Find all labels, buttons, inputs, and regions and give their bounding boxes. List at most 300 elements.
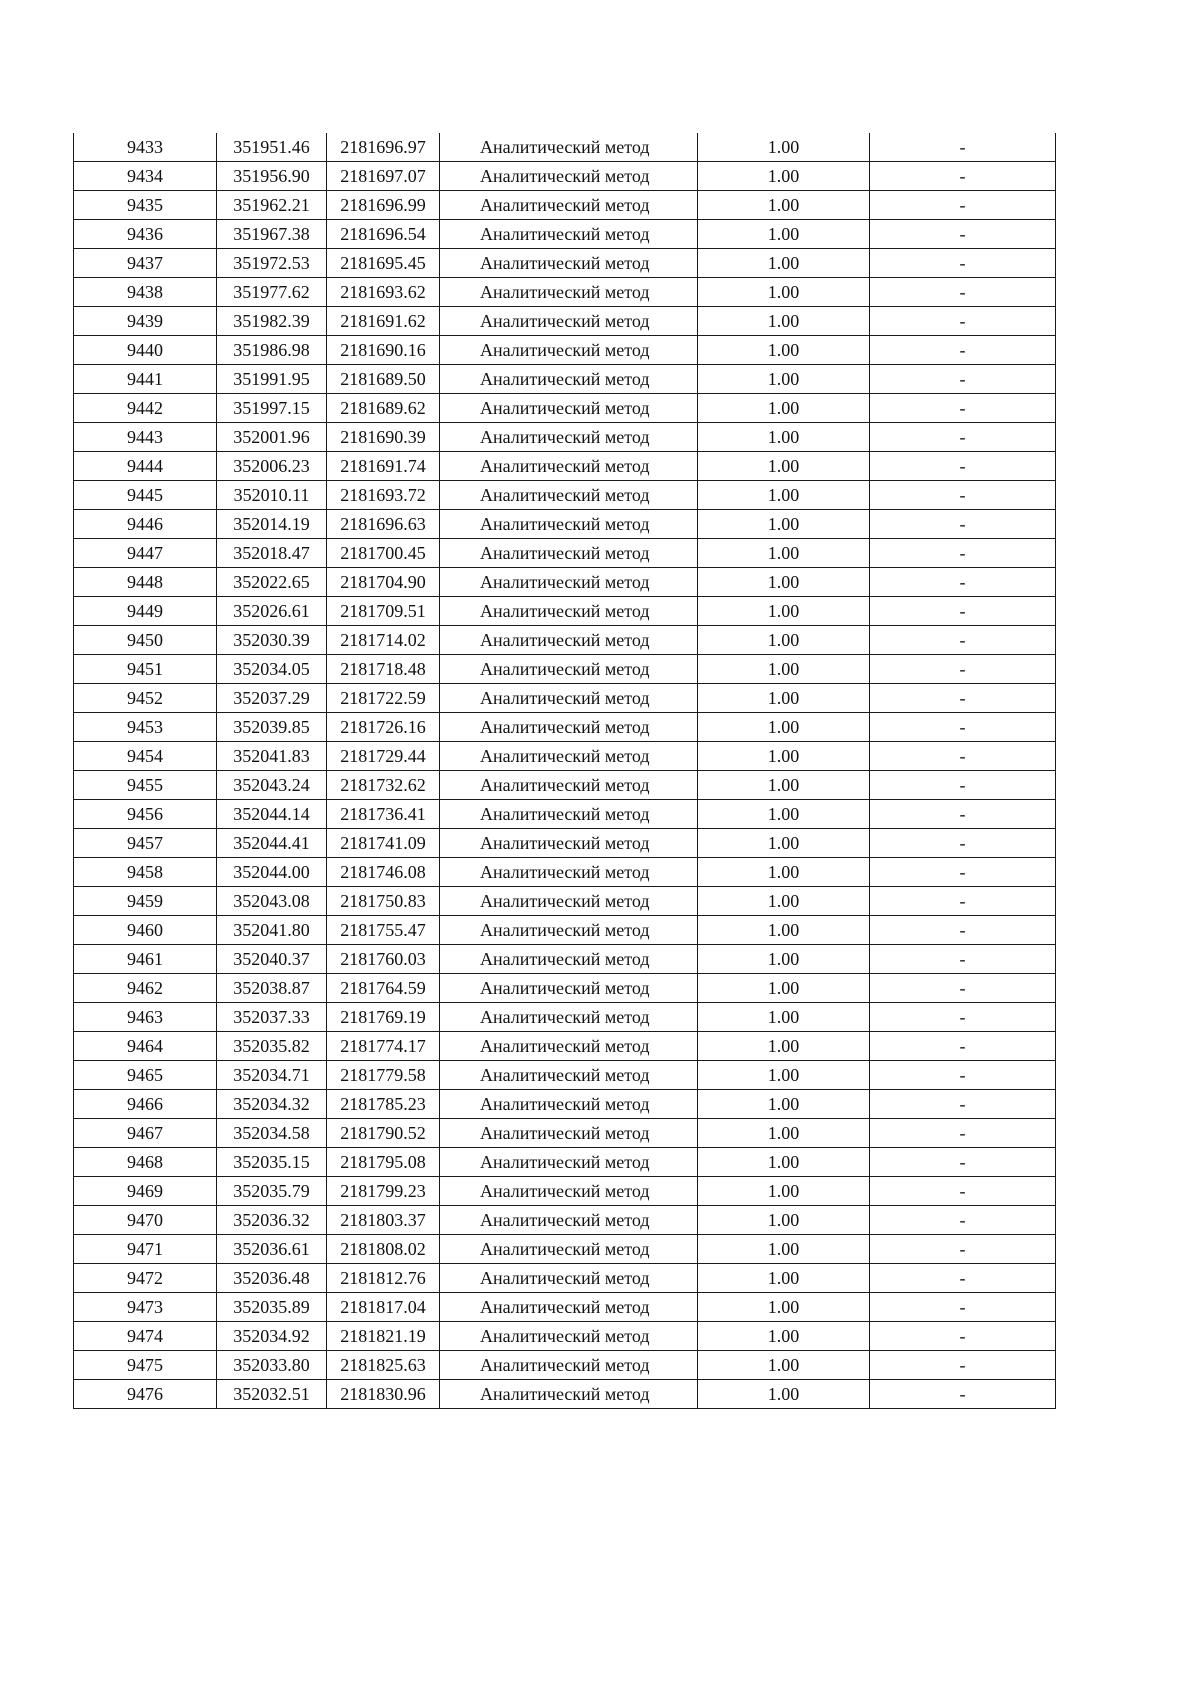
- accuracy-cell: 1.00: [698, 655, 870, 684]
- y-coordinate-cell: 2181726.16: [327, 713, 440, 742]
- accuracy-cell: 1.00: [698, 974, 870, 1003]
- note-cell: -: [870, 394, 1056, 423]
- table-row: [74, 1119, 1056, 1148]
- accuracy-cell: 1.00: [698, 1235, 870, 1264]
- y-coordinate-cell: 2181691.74: [327, 452, 440, 481]
- method-cell: Аналитический метод: [440, 1235, 698, 1264]
- table-row: [74, 191, 1056, 220]
- point-number-cell: 9464: [74, 1032, 217, 1061]
- point-number-cell: 9456: [74, 800, 217, 829]
- y-coordinate-cell: 2181704.90: [327, 568, 440, 597]
- table-row: [74, 626, 1056, 655]
- method-cell: Аналитический метод: [440, 1032, 698, 1061]
- note-cell: -: [870, 191, 1056, 220]
- point-number-cell: 9453: [74, 713, 217, 742]
- table-row: [74, 133, 1056, 162]
- note-cell: -: [870, 655, 1056, 684]
- method-cell: Аналитический метод: [440, 1380, 698, 1409]
- point-number-cell: 9475: [74, 1351, 217, 1380]
- table-row: [74, 1380, 1056, 1409]
- method-cell: Аналитический метод: [440, 655, 698, 684]
- x-coordinate-cell: 352044.41: [217, 829, 327, 858]
- method-cell: Аналитический метод: [440, 771, 698, 800]
- y-coordinate-cell: 2181689.50: [327, 365, 440, 394]
- table-row: [74, 336, 1056, 365]
- method-cell: Аналитический метод: [440, 307, 698, 336]
- accuracy-cell: 1.00: [698, 452, 870, 481]
- x-coordinate-cell: 352038.87: [217, 974, 327, 1003]
- point-number-cell: 9433: [74, 133, 217, 162]
- method-cell: Аналитический метод: [440, 336, 698, 365]
- y-coordinate-cell: 2181808.02: [327, 1235, 440, 1264]
- note-cell: -: [870, 1380, 1056, 1409]
- point-number-cell: 9470: [74, 1206, 217, 1235]
- x-coordinate-cell: 352041.80: [217, 916, 327, 945]
- x-coordinate-cell: 352018.47: [217, 539, 327, 568]
- y-coordinate-cell: 2181741.09: [327, 829, 440, 858]
- accuracy-cell: 1.00: [698, 307, 870, 336]
- y-coordinate-cell: 2181750.83: [327, 887, 440, 916]
- x-coordinate-cell: 351967.38: [217, 220, 327, 249]
- x-coordinate-cell: 351972.53: [217, 249, 327, 278]
- x-coordinate-cell: 352037.33: [217, 1003, 327, 1032]
- method-cell: Аналитический метод: [440, 1003, 698, 1032]
- y-coordinate-cell: 2181696.99: [327, 191, 440, 220]
- method-cell: Аналитический метод: [440, 423, 698, 452]
- note-cell: -: [870, 568, 1056, 597]
- point-number-cell: 9439: [74, 307, 217, 336]
- accuracy-cell: 1.00: [698, 1322, 870, 1351]
- y-coordinate-cell: 2181697.07: [327, 162, 440, 191]
- method-cell: Аналитический метод: [440, 597, 698, 626]
- note-cell: -: [870, 1003, 1056, 1032]
- note-cell: -: [870, 336, 1056, 365]
- method-cell: Аналитический метод: [440, 1177, 698, 1206]
- accuracy-cell: 1.00: [698, 220, 870, 249]
- point-number-cell: 9438: [74, 278, 217, 307]
- accuracy-cell: 1.00: [698, 191, 870, 220]
- method-cell: Аналитический метод: [440, 220, 698, 249]
- method-cell: Аналитический метод: [440, 249, 698, 278]
- accuracy-cell: 1.00: [698, 365, 870, 394]
- point-number-cell: 9450: [74, 626, 217, 655]
- table-row: [74, 800, 1056, 829]
- point-number-cell: 9443: [74, 423, 217, 452]
- table-row: [74, 1235, 1056, 1264]
- accuracy-cell: 1.00: [698, 1380, 870, 1409]
- accuracy-cell: 1.00: [698, 945, 870, 974]
- x-coordinate-cell: 351997.15: [217, 394, 327, 423]
- point-number-cell: 9471: [74, 1235, 217, 1264]
- method-cell: Аналитический метод: [440, 481, 698, 510]
- note-cell: -: [870, 1293, 1056, 1322]
- table-row: [74, 945, 1056, 974]
- x-coordinate-cell: 351982.39: [217, 307, 327, 336]
- accuracy-cell: 1.00: [698, 1351, 870, 1380]
- table-row: [74, 1090, 1056, 1119]
- x-coordinate-cell: 352033.80: [217, 1351, 327, 1380]
- y-coordinate-cell: 2181795.08: [327, 1148, 440, 1177]
- table-row: [74, 684, 1056, 713]
- y-coordinate-cell: 2181695.45: [327, 249, 440, 278]
- accuracy-cell: 1.00: [698, 1264, 870, 1293]
- table-row: [74, 1148, 1056, 1177]
- point-number-cell: 9462: [74, 974, 217, 1003]
- method-cell: Аналитический метод: [440, 1351, 698, 1380]
- y-coordinate-cell: 2181729.44: [327, 742, 440, 771]
- table-row: [74, 1206, 1056, 1235]
- point-number-cell: 9455: [74, 771, 217, 800]
- note-cell: -: [870, 1177, 1056, 1206]
- note-cell: -: [870, 858, 1056, 887]
- point-number-cell: 9447: [74, 539, 217, 568]
- x-coordinate-cell: 351956.90: [217, 162, 327, 191]
- point-number-cell: 9472: [74, 1264, 217, 1293]
- point-number-cell: 9469: [74, 1177, 217, 1206]
- y-coordinate-cell: 2181764.59: [327, 974, 440, 1003]
- y-coordinate-cell: 2181755.47: [327, 916, 440, 945]
- method-cell: Аналитический метод: [440, 452, 698, 481]
- point-number-cell: 9460: [74, 916, 217, 945]
- table-row: [74, 452, 1056, 481]
- x-coordinate-cell: 352034.92: [217, 1322, 327, 1351]
- method-cell: Аналитический метод: [440, 713, 698, 742]
- x-coordinate-cell: 352034.32: [217, 1090, 327, 1119]
- x-coordinate-cell: 352010.11: [217, 481, 327, 510]
- table-row: [74, 1177, 1056, 1206]
- x-coordinate-cell: 352041.83: [217, 742, 327, 771]
- point-number-cell: 9452: [74, 684, 217, 713]
- point-number-cell: 9465: [74, 1061, 217, 1090]
- x-coordinate-cell: 352044.00: [217, 858, 327, 887]
- note-cell: -: [870, 626, 1056, 655]
- note-cell: -: [870, 829, 1056, 858]
- y-coordinate-cell: 2181696.54: [327, 220, 440, 249]
- method-cell: Аналитический метод: [440, 1148, 698, 1177]
- accuracy-cell: 1.00: [698, 568, 870, 597]
- note-cell: -: [870, 1148, 1056, 1177]
- table-row: [74, 481, 1056, 510]
- accuracy-cell: 1.00: [698, 278, 870, 307]
- table-row: [74, 1293, 1056, 1322]
- x-coordinate-cell: 352030.39: [217, 626, 327, 655]
- x-coordinate-cell: 352036.32: [217, 1206, 327, 1235]
- accuracy-cell: 1.00: [698, 597, 870, 626]
- point-number-cell: 9454: [74, 742, 217, 771]
- y-coordinate-cell: 2181785.23: [327, 1090, 440, 1119]
- y-coordinate-cell: 2181736.41: [327, 800, 440, 829]
- x-coordinate-cell: 352026.61: [217, 597, 327, 626]
- note-cell: -: [870, 1351, 1056, 1380]
- note-cell: -: [870, 452, 1056, 481]
- y-coordinate-cell: 2181774.17: [327, 1032, 440, 1061]
- x-coordinate-cell: 352022.65: [217, 568, 327, 597]
- table-row: [74, 539, 1056, 568]
- x-coordinate-cell: 352044.14: [217, 800, 327, 829]
- point-number-cell: 9468: [74, 1148, 217, 1177]
- x-coordinate-cell: 352034.05: [217, 655, 327, 684]
- method-cell: Аналитический метод: [440, 626, 698, 655]
- table-row: [74, 858, 1056, 887]
- method-cell: Аналитический метод: [440, 162, 698, 191]
- note-cell: -: [870, 307, 1056, 336]
- point-number-cell: 9467: [74, 1119, 217, 1148]
- point-number-cell: 9466: [74, 1090, 217, 1119]
- note-cell: -: [870, 220, 1056, 249]
- note-cell: -: [870, 684, 1056, 713]
- table-row: [74, 510, 1056, 539]
- x-coordinate-cell: 351986.98: [217, 336, 327, 365]
- table-row: [74, 423, 1056, 452]
- method-cell: Аналитический метод: [440, 800, 698, 829]
- note-cell: -: [870, 423, 1056, 452]
- point-number-cell: 9458: [74, 858, 217, 887]
- accuracy-cell: 1.00: [698, 829, 870, 858]
- note-cell: -: [870, 481, 1056, 510]
- note-cell: -: [870, 597, 1056, 626]
- note-cell: -: [870, 742, 1056, 771]
- method-cell: Аналитический метод: [440, 394, 698, 423]
- y-coordinate-cell: 2181696.63: [327, 510, 440, 539]
- note-cell: -: [870, 278, 1056, 307]
- method-cell: Аналитический метод: [440, 858, 698, 887]
- point-number-cell: 9440: [74, 336, 217, 365]
- note-cell: -: [870, 1206, 1056, 1235]
- method-cell: Аналитический метод: [440, 568, 698, 597]
- table-row: [74, 1322, 1056, 1351]
- x-coordinate-cell: 352034.71: [217, 1061, 327, 1090]
- point-number-cell: 9445: [74, 481, 217, 510]
- note-cell: -: [870, 1090, 1056, 1119]
- accuracy-cell: 1.00: [698, 1177, 870, 1206]
- accuracy-cell: 1.00: [698, 771, 870, 800]
- y-coordinate-cell: 2181696.97: [327, 133, 440, 162]
- y-coordinate-cell: 2181769.19: [327, 1003, 440, 1032]
- table-row: [74, 771, 1056, 800]
- note-cell: -: [870, 974, 1056, 1003]
- y-coordinate-cell: 2181689.62: [327, 394, 440, 423]
- method-cell: Аналитический метод: [440, 510, 698, 539]
- y-coordinate-cell: 2181709.51: [327, 597, 440, 626]
- accuracy-cell: 1.00: [698, 1148, 870, 1177]
- point-number-cell: 9459: [74, 887, 217, 916]
- note-cell: -: [870, 916, 1056, 945]
- x-coordinate-cell: 352032.51: [217, 1380, 327, 1409]
- note-cell: -: [870, 1061, 1056, 1090]
- table-row: [74, 1032, 1056, 1061]
- y-coordinate-cell: 2181691.62: [327, 307, 440, 336]
- accuracy-cell: 1.00: [698, 1003, 870, 1032]
- accuracy-cell: 1.00: [698, 1119, 870, 1148]
- accuracy-cell: 1.00: [698, 916, 870, 945]
- y-coordinate-cell: 2181830.96: [327, 1380, 440, 1409]
- accuracy-cell: 1.00: [698, 800, 870, 829]
- x-coordinate-cell: 352034.58: [217, 1119, 327, 1148]
- point-number-cell: 9435: [74, 191, 217, 220]
- point-number-cell: 9457: [74, 829, 217, 858]
- accuracy-cell: 1.00: [698, 539, 870, 568]
- method-cell: Аналитический метод: [440, 742, 698, 771]
- method-cell: Аналитический метод: [440, 684, 698, 713]
- y-coordinate-cell: 2181799.23: [327, 1177, 440, 1206]
- note-cell: -: [870, 510, 1056, 539]
- note-cell: -: [870, 133, 1056, 162]
- y-coordinate-cell: 2181812.76: [327, 1264, 440, 1293]
- method-cell: Аналитический метод: [440, 133, 698, 162]
- y-coordinate-cell: 2181690.39: [327, 423, 440, 452]
- note-cell: -: [870, 713, 1056, 742]
- table-row: [74, 829, 1056, 858]
- note-cell: -: [870, 800, 1056, 829]
- note-cell: -: [870, 945, 1056, 974]
- point-number-cell: 9448: [74, 568, 217, 597]
- x-coordinate-cell: 352043.08: [217, 887, 327, 916]
- note-cell: -: [870, 771, 1056, 800]
- note-cell: -: [870, 539, 1056, 568]
- method-cell: Аналитический метод: [440, 887, 698, 916]
- point-number-cell: 9446: [74, 510, 217, 539]
- y-coordinate-cell: 2181693.72: [327, 481, 440, 510]
- accuracy-cell: 1.00: [698, 133, 870, 162]
- table-row: [74, 568, 1056, 597]
- point-number-cell: 9442: [74, 394, 217, 423]
- table-row: [74, 655, 1056, 684]
- x-coordinate-cell: 352036.61: [217, 1235, 327, 1264]
- method-cell: Аналитический метод: [440, 1264, 698, 1293]
- point-number-cell: 9449: [74, 597, 217, 626]
- point-number-cell: 9476: [74, 1380, 217, 1409]
- table-row: [74, 307, 1056, 336]
- point-number-cell: 9474: [74, 1322, 217, 1351]
- point-number-cell: 9437: [74, 249, 217, 278]
- y-coordinate-cell: 2181718.48: [327, 655, 440, 684]
- coordinates-table: [73, 133, 1056, 1409]
- accuracy-cell: 1.00: [698, 713, 870, 742]
- accuracy-cell: 1.00: [698, 423, 870, 452]
- method-cell: Аналитический метод: [440, 278, 698, 307]
- x-coordinate-cell: 352035.15: [217, 1148, 327, 1177]
- y-coordinate-cell: 2181693.62: [327, 278, 440, 307]
- note-cell: -: [870, 1322, 1056, 1351]
- accuracy-cell: 1.00: [698, 858, 870, 887]
- x-coordinate-cell: 351991.95: [217, 365, 327, 394]
- y-coordinate-cell: 2181821.19: [327, 1322, 440, 1351]
- table-row: [74, 278, 1056, 307]
- table-row: [74, 162, 1056, 191]
- method-cell: Аналитический метод: [440, 1061, 698, 1090]
- y-coordinate-cell: 2181722.59: [327, 684, 440, 713]
- table-row: [74, 249, 1056, 278]
- accuracy-cell: 1.00: [698, 1206, 870, 1235]
- accuracy-cell: 1.00: [698, 1293, 870, 1322]
- accuracy-cell: 1.00: [698, 162, 870, 191]
- table-row: [74, 365, 1056, 394]
- method-cell: Аналитический метод: [440, 1119, 698, 1148]
- accuracy-cell: 1.00: [698, 481, 870, 510]
- x-coordinate-cell: 352037.29: [217, 684, 327, 713]
- note-cell: -: [870, 1119, 1056, 1148]
- method-cell: Аналитический метод: [440, 1090, 698, 1119]
- note-cell: -: [870, 249, 1056, 278]
- table-row: [74, 1264, 1056, 1293]
- point-number-cell: 9451: [74, 655, 217, 684]
- accuracy-cell: 1.00: [698, 336, 870, 365]
- coordinates-table-body: [74, 133, 1056, 1409]
- method-cell: Аналитический метод: [440, 1293, 698, 1322]
- method-cell: Аналитический метод: [440, 945, 698, 974]
- x-coordinate-cell: 352040.37: [217, 945, 327, 974]
- y-coordinate-cell: 2181803.37: [327, 1206, 440, 1235]
- method-cell: Аналитический метод: [440, 1206, 698, 1235]
- note-cell: -: [870, 1032, 1056, 1061]
- x-coordinate-cell: 352035.89: [217, 1293, 327, 1322]
- y-coordinate-cell: 2181825.63: [327, 1351, 440, 1380]
- y-coordinate-cell: 2181690.16: [327, 336, 440, 365]
- note-cell: -: [870, 887, 1056, 916]
- accuracy-cell: 1.00: [698, 887, 870, 916]
- point-number-cell: 9434: [74, 162, 217, 191]
- method-cell: Аналитический метод: [440, 974, 698, 1003]
- method-cell: Аналитический метод: [440, 365, 698, 394]
- x-coordinate-cell: 351962.21: [217, 191, 327, 220]
- table-row: [74, 916, 1056, 945]
- method-cell: Аналитический метод: [440, 829, 698, 858]
- method-cell: Аналитический метод: [440, 191, 698, 220]
- table-row: [74, 887, 1056, 916]
- x-coordinate-cell: 352043.24: [217, 771, 327, 800]
- x-coordinate-cell: 351951.46: [217, 133, 327, 162]
- accuracy-cell: 1.00: [698, 249, 870, 278]
- accuracy-cell: 1.00: [698, 684, 870, 713]
- y-coordinate-cell: 2181760.03: [327, 945, 440, 974]
- y-coordinate-cell: 2181790.52: [327, 1119, 440, 1148]
- table-row: [74, 713, 1056, 742]
- point-number-cell: 9461: [74, 945, 217, 974]
- table-row: [74, 394, 1056, 423]
- table-row: [74, 1061, 1056, 1090]
- x-coordinate-cell: 352035.82: [217, 1032, 327, 1061]
- table-row: [74, 220, 1056, 249]
- point-number-cell: 9463: [74, 1003, 217, 1032]
- table-row: [74, 742, 1056, 771]
- accuracy-cell: 1.00: [698, 1061, 870, 1090]
- accuracy-cell: 1.00: [698, 394, 870, 423]
- method-cell: Аналитический метод: [440, 539, 698, 568]
- accuracy-cell: 1.00: [698, 1090, 870, 1119]
- table-row: [74, 1351, 1056, 1380]
- x-coordinate-cell: 352035.79: [217, 1177, 327, 1206]
- x-coordinate-cell: 352014.19: [217, 510, 327, 539]
- y-coordinate-cell: 2181779.58: [327, 1061, 440, 1090]
- method-cell: Аналитический метод: [440, 1322, 698, 1351]
- x-coordinate-cell: 352039.85: [217, 713, 327, 742]
- point-number-cell: 9444: [74, 452, 217, 481]
- note-cell: -: [870, 365, 1056, 394]
- accuracy-cell: 1.00: [698, 1032, 870, 1061]
- method-cell: Аналитический метод: [440, 916, 698, 945]
- point-number-cell: 9441: [74, 365, 217, 394]
- y-coordinate-cell: 2181746.08: [327, 858, 440, 887]
- point-number-cell: 9436: [74, 220, 217, 249]
- accuracy-cell: 1.00: [698, 742, 870, 771]
- note-cell: -: [870, 1235, 1056, 1264]
- y-coordinate-cell: 2181714.02: [327, 626, 440, 655]
- y-coordinate-cell: 2181732.62: [327, 771, 440, 800]
- note-cell: -: [870, 1264, 1056, 1293]
- x-coordinate-cell: 352036.48: [217, 1264, 327, 1293]
- x-coordinate-cell: 351977.62: [217, 278, 327, 307]
- y-coordinate-cell: 2181700.45: [327, 539, 440, 568]
